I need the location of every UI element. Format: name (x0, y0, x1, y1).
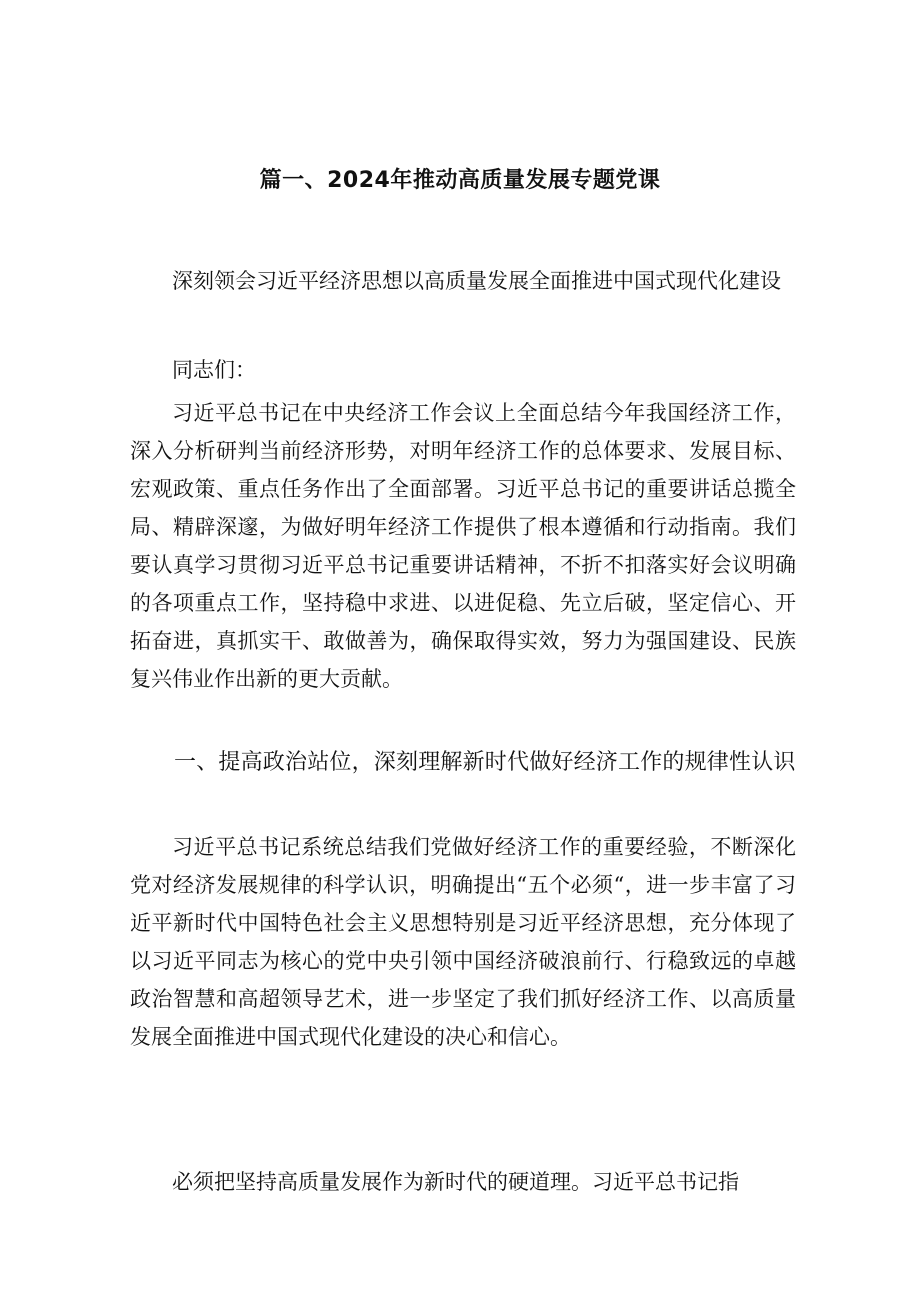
section-1-heading: 一、提高政治站位，深刻理解新时代做好经济工作的规律性认识 (174, 750, 796, 775)
section-1-body-wrap (130, 828, 796, 1056)
next-paragraph-wrap (130, 1163, 796, 1202)
section-1-paragraph: 习近平总书记系统总结我们党做好经济工作的重要经验，不断深化党对经济发展规律的科学认识，明确提出“五个必须“，进一步丰富了习近平新时代中国特色社会主义思想特别是习近平经济思想，充分体现了以习近平同志为核心的党中央引领中国经济破浪前行、行稳致远的卓越政治智慧和高超领导艺术，进一步坚定了我们抓好经济工作、以高质量发展全面推进中国式现代化建设的决心和信心。 (130, 835, 796, 1049)
next-paragraph: 必须把坚持高质量发展作为新时代的硬道理。习近平总书记指 (172, 1170, 739, 1194)
subtitle-section (130, 262, 796, 301)
document-title: 篇一、2024年推动高质量发展专题党课 (259, 168, 661, 193)
greeting: 同志们： (172, 358, 256, 382)
intro-paragraph: 习近平总书记在中央经济工作会议上全面总结今年我国经济工作，深入分析研判当前经济形势，对明年经济工作的总体要求、发展目标、宏观政策、重点任务作出了全面部署。习近平总书记的重要讲话总揽全局、精辟深邃，为做好明年经济工作提供了根本遵循和行动指南。我们要认真学习贯彻习近平总书记重要讲话精神，不折不扣落实好会议明确的各项重点工作，坚持稳中求进、以进促稳、先立后破，坚定信心、开拓奋进，真抓实干、敢做善为，确保取得实效，努力为强国建设、民族复兴伟业作出新的更大贡献。 (130, 401, 796, 691)
intro-section (130, 394, 796, 698)
section-1-heading-wrap (130, 744, 796, 782)
document-subtitle: 深刻领会习近平经济思想以高质量发展全面推进中国式现代化建设 (172, 269, 781, 293)
greeting-section (130, 351, 796, 390)
